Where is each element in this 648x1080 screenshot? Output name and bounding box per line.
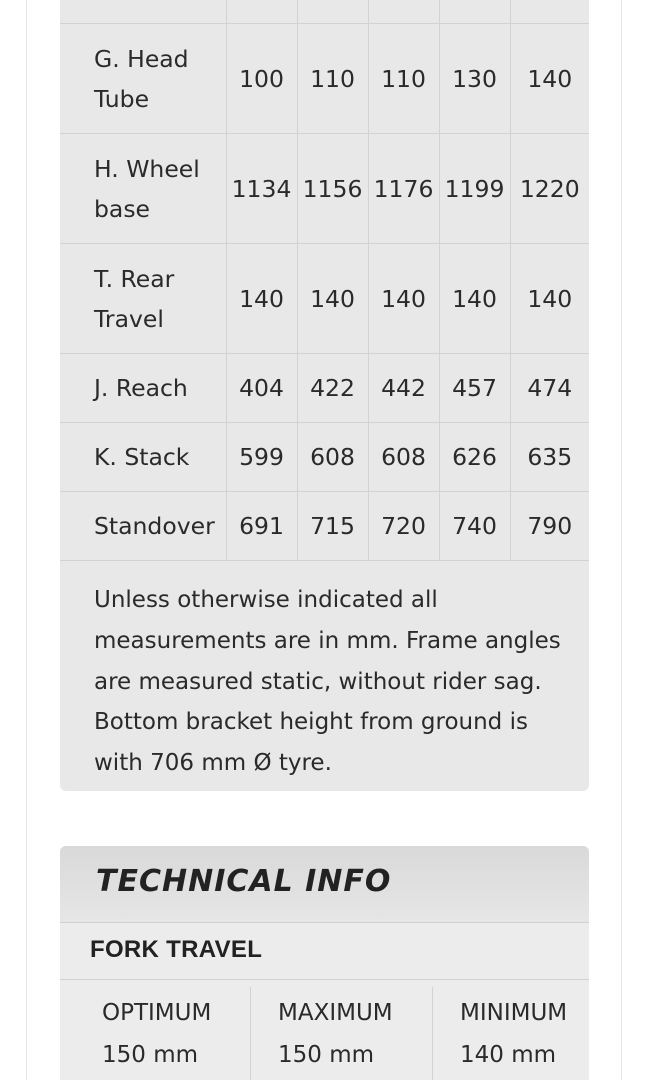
cell-value: 140 <box>439 244 510 354</box>
row-label: H. Wheel base <box>60 134 226 244</box>
row-label: J. Reach <box>60 354 226 423</box>
fork-label: OPTIMUM <box>102 1000 212 1026</box>
cell-value: 422 <box>297 354 368 423</box>
row-label: Standover <box>60 492 226 561</box>
table-row <box>60 134 589 244</box>
column-divider <box>432 987 433 1080</box>
cell-value: 608 <box>368 423 439 492</box>
fork-label: MAXIMUM <box>278 1000 393 1026</box>
table-row-partial <box>60 0 589 24</box>
cell-value: 140 <box>297 244 368 354</box>
cell-value: 715 <box>297 492 368 561</box>
cell-value: 1199 <box>439 134 510 244</box>
fork-col-optimum <box>102 992 211 1076</box>
cell-value: 130 <box>439 24 510 134</box>
table-row <box>60 492 589 561</box>
fork-value: 150 mm <box>102 1042 199 1068</box>
cell-value: 140 <box>226 244 297 354</box>
table-row <box>60 244 589 354</box>
table-row <box>60 423 589 492</box>
cell-value: 599 <box>226 423 297 492</box>
cell-value: 442 <box>368 354 439 423</box>
technical-info-title: TECHNICAL INFO <box>96 864 392 899</box>
row-label: G. Head Tube <box>60 24 226 134</box>
cell-value: 474 <box>510 354 589 423</box>
geometry-table <box>60 0 589 561</box>
row-label: T. Rear Travel <box>60 244 226 354</box>
geometry-card <box>60 0 589 791</box>
cell-value: 140 <box>510 244 589 354</box>
cell-value: 1220 <box>510 134 589 244</box>
fork-col-minimum <box>460 992 567 1076</box>
divider <box>60 979 589 980</box>
technical-info-card <box>60 846 589 1080</box>
cell-value: 1176 <box>368 134 439 244</box>
cell-value: 100 <box>226 24 297 134</box>
fork-value: 140 mm <box>460 1042 557 1068</box>
row-label: K. Stack <box>60 423 226 492</box>
column-divider <box>250 987 251 1080</box>
cell-value: 1134 <box>226 134 297 244</box>
cell-value: 110 <box>368 24 439 134</box>
cell-value: 608 <box>297 423 368 492</box>
cell-value: 720 <box>368 492 439 561</box>
fork-col-maximum <box>278 992 393 1076</box>
cell-value: 140 <box>368 244 439 354</box>
table-row <box>60 24 589 134</box>
table-row <box>60 354 589 423</box>
fork-value: 150 mm <box>278 1042 375 1068</box>
measurement-note: Unless otherwise indicated all measurements are in mm. Frame angles are measured static, without rider sag. Bottom bracket height from ground is with 706 mm Ø tyre. <box>94 587 561 777</box>
cell-value: 404 <box>226 354 297 423</box>
cell-value: 1156 <box>297 134 368 244</box>
fork-label: MINIMUM <box>460 1000 568 1026</box>
cell-value: 110 <box>297 24 368 134</box>
cell-value: 740 <box>439 492 510 561</box>
cell-value: 790 <box>510 492 589 561</box>
cell-value: 626 <box>439 423 510 492</box>
fork-travel-heading: FORK TRAVEL <box>90 936 263 963</box>
cell-value: 457 <box>439 354 510 423</box>
cell-value: 635 <box>510 423 589 492</box>
cell-value: 691 <box>226 492 297 561</box>
cell-value: 140 <box>510 24 589 134</box>
